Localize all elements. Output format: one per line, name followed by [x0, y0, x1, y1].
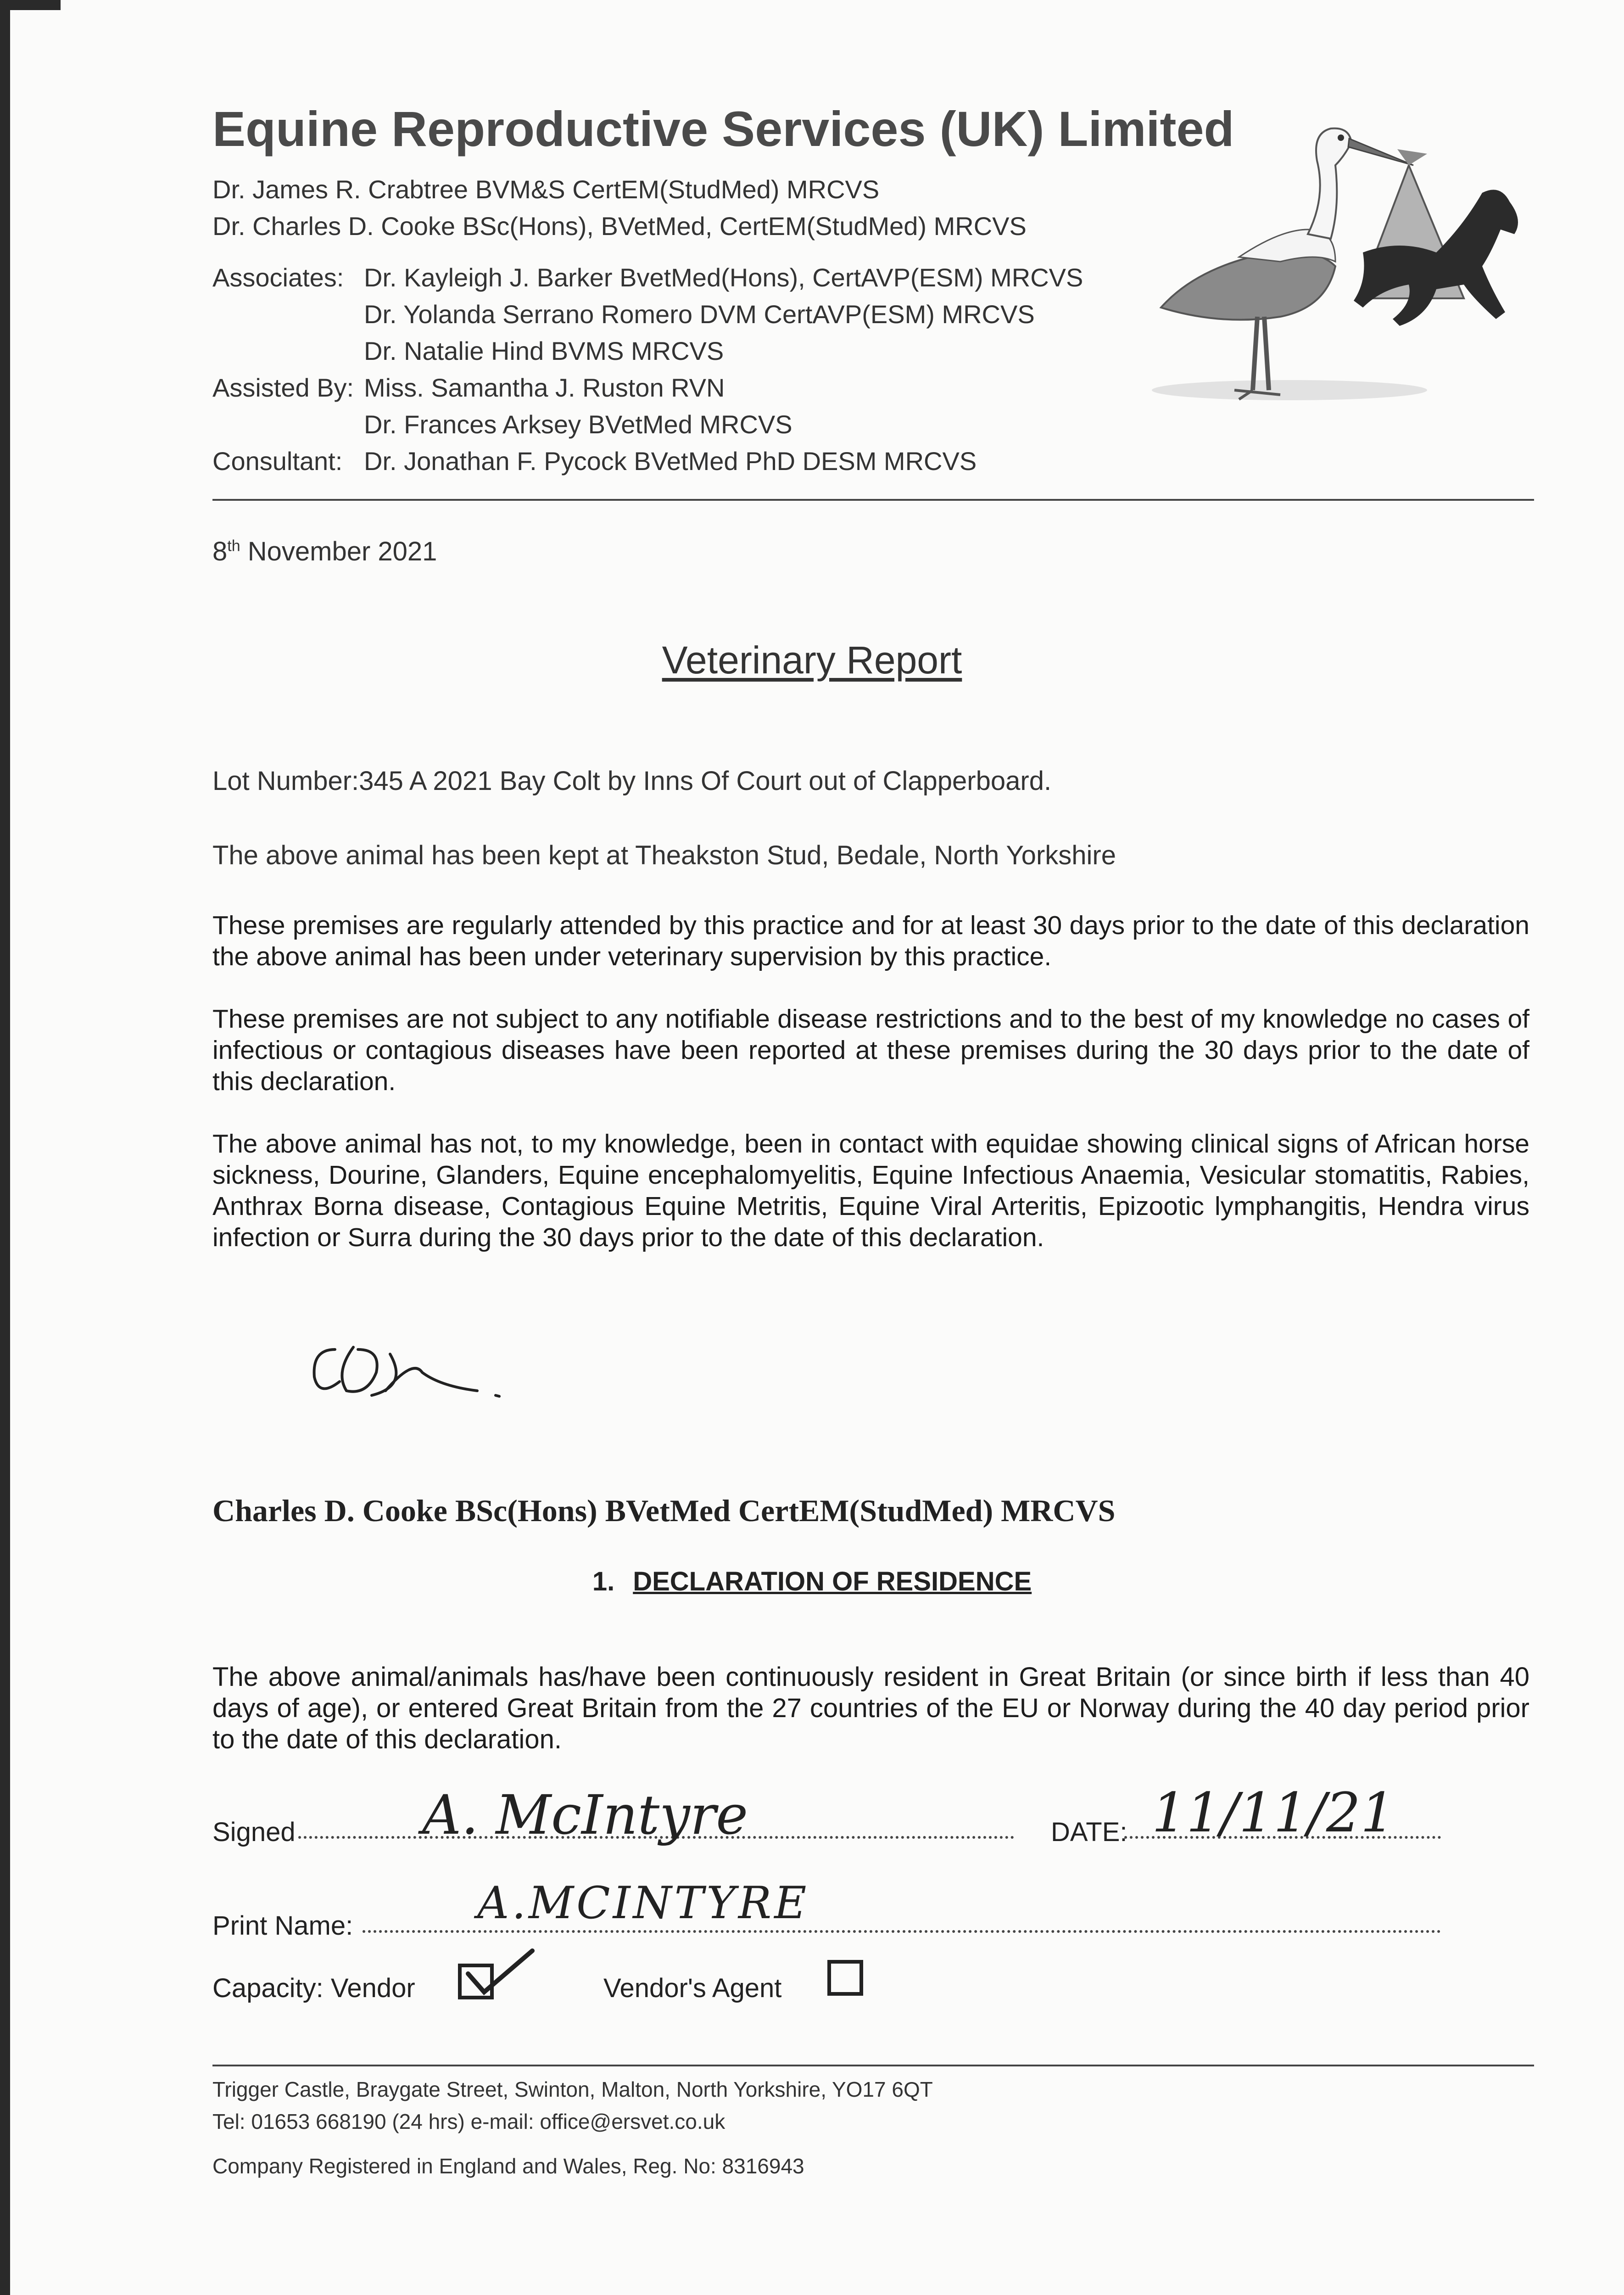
body-paragraph: These premises are not subject to any notifiable disease restrictions and to the best of my knowledge no cases of infectious or contagious diseases have been reported at these premises during the 30 days prior to the date of this declaration.	[212, 1004, 1529, 1096]
header-divider	[212, 499, 1534, 501]
date-label: DATE:	[1051, 1817, 1127, 1847]
footer-address: Trigger Castle, Braygate Street, Swinton, Malton, North Yorkshire, YO17 6QT	[212, 2077, 933, 2101]
signed-date: 11/11/21	[1152, 1781, 1395, 1844]
kept-line: The above animal has been kept at Theakston Stud, Bedale, North Yorkshire	[212, 840, 1116, 870]
consultant-label: Consultant:	[212, 447, 343, 476]
declaration-heading	[0, 1566, 1624, 1597]
lot-line: Lot Number:345 A 2021 Bay Colt by Inns Of Court out of Clapperboard.	[212, 766, 1052, 796]
assisted-row	[212, 373, 725, 403]
page-title: Veterinary Report	[662, 638, 962, 682]
partner-line: Dr. James R. Crabtree BVM&S CertEM(StudMed) MRCVS	[212, 175, 880, 204]
partner-line: Dr. Charles D. Cooke BSc(Hons), BVetMed, CertEM(StudMed) MRCVS	[212, 212, 1027, 241]
associate-line: Dr. Natalie Hind BVMS MRCVS	[364, 336, 724, 365]
associates-row	[212, 299, 1035, 329]
capacity-vendor-label: Capacity: Vendor	[212, 1973, 415, 2003]
checkmark-icon	[459, 1942, 537, 2001]
stork-horse-logo-icon	[1143, 115, 1542, 427]
vendors-agent-checkbox[interactable]	[827, 1960, 863, 1996]
footer-registration: Company Registered in England and Wales, Reg. No: 8316943	[212, 2154, 804, 2178]
associate-line: Dr. Kayleigh J. Barker BvetMed(Hons), CertAVP(ESM) MRCVS	[364, 263, 1083, 292]
scan-edge	[0, 0, 10, 2295]
consultant-row	[212, 446, 977, 476]
consultant-line: Dr. Jonathan F. Pycock BVetMed PhD DESM MRCVS	[364, 447, 977, 476]
print-name-label: Print Name:	[212, 1911, 353, 1941]
declaration-title: DECLARATION OF RESIDENCE	[633, 1567, 1032, 1596]
print-name-value: A.MCINTYRE	[477, 1877, 809, 1929]
report-date: 8th November 2021	[212, 537, 437, 566]
body-paragraph: These premises are regularly attended by this practice and for at least 30 days prior to the date of this declaration the above animal has been under veterinary supervision by this practice.	[212, 911, 1529, 971]
associate-line: Dr. Yolanda Serrano Romero DVM CertAVP(ESM) MRCVS	[364, 300, 1035, 329]
signed-label: Signed	[212, 1817, 296, 1847]
print-name-line	[363, 1930, 1441, 1933]
assisted-label: Assisted By:	[212, 373, 354, 402]
associates-row	[212, 263, 1083, 292]
declaration-number: 1.	[592, 1567, 615, 1596]
vendors-agent-label: Vendor's Agent	[603, 1973, 782, 2003]
scan-edge	[10, 0, 61, 10]
company-name: Equine Reproductive Services (UK) Limited	[212, 101, 1234, 157]
associates-row	[212, 336, 724, 366]
assistant-line: Dr. Frances Arksey BVetMed MRCVS	[364, 410, 792, 439]
body-paragraph: The above animal has not, to my knowledge, been in contact with equidae showing clinical signs of African horse sickness, Dourine, Glanders, Equine encephalomyelitis, Equine Infectious Anaemia, Vesicular stomatitis, Rabies, Anthrax Borna disease, Contagious Equine Metritis, Equine Viral Arteritis, Epizootic lymphangitis, Hendra virus infection or Surra during the 30 days prior to the date of this declaration.	[212, 1129, 1529, 1252]
footer-divider	[212, 2065, 1534, 2066]
associates-label: Associates:	[212, 263, 344, 292]
vet-name: Charles D. Cooke BSc(Hons) BVetMed CertEM(StudMed) MRCVS	[212, 1493, 1116, 1528]
footer-contact: Tel: 01653 668190 (24 hrs) e-mail: office@ersvet.co.uk	[212, 2110, 725, 2133]
assisted-row	[212, 409, 792, 439]
declaration-text: The above animal/animals has/have been continuously resident in Great Britain (or since birth if less than 40 days of age), or entered Great Britain from the 27 countries of the EU or Norway during the 40 day period prior to the date of this declaration.	[212, 1662, 1529, 1754]
vendor-signature: A. McIntyre	[422, 1783, 748, 1847]
assistant-line: Miss. Samantha J. Ruston RVN	[364, 373, 725, 402]
vet-signature-icon	[303, 1322, 523, 1409]
